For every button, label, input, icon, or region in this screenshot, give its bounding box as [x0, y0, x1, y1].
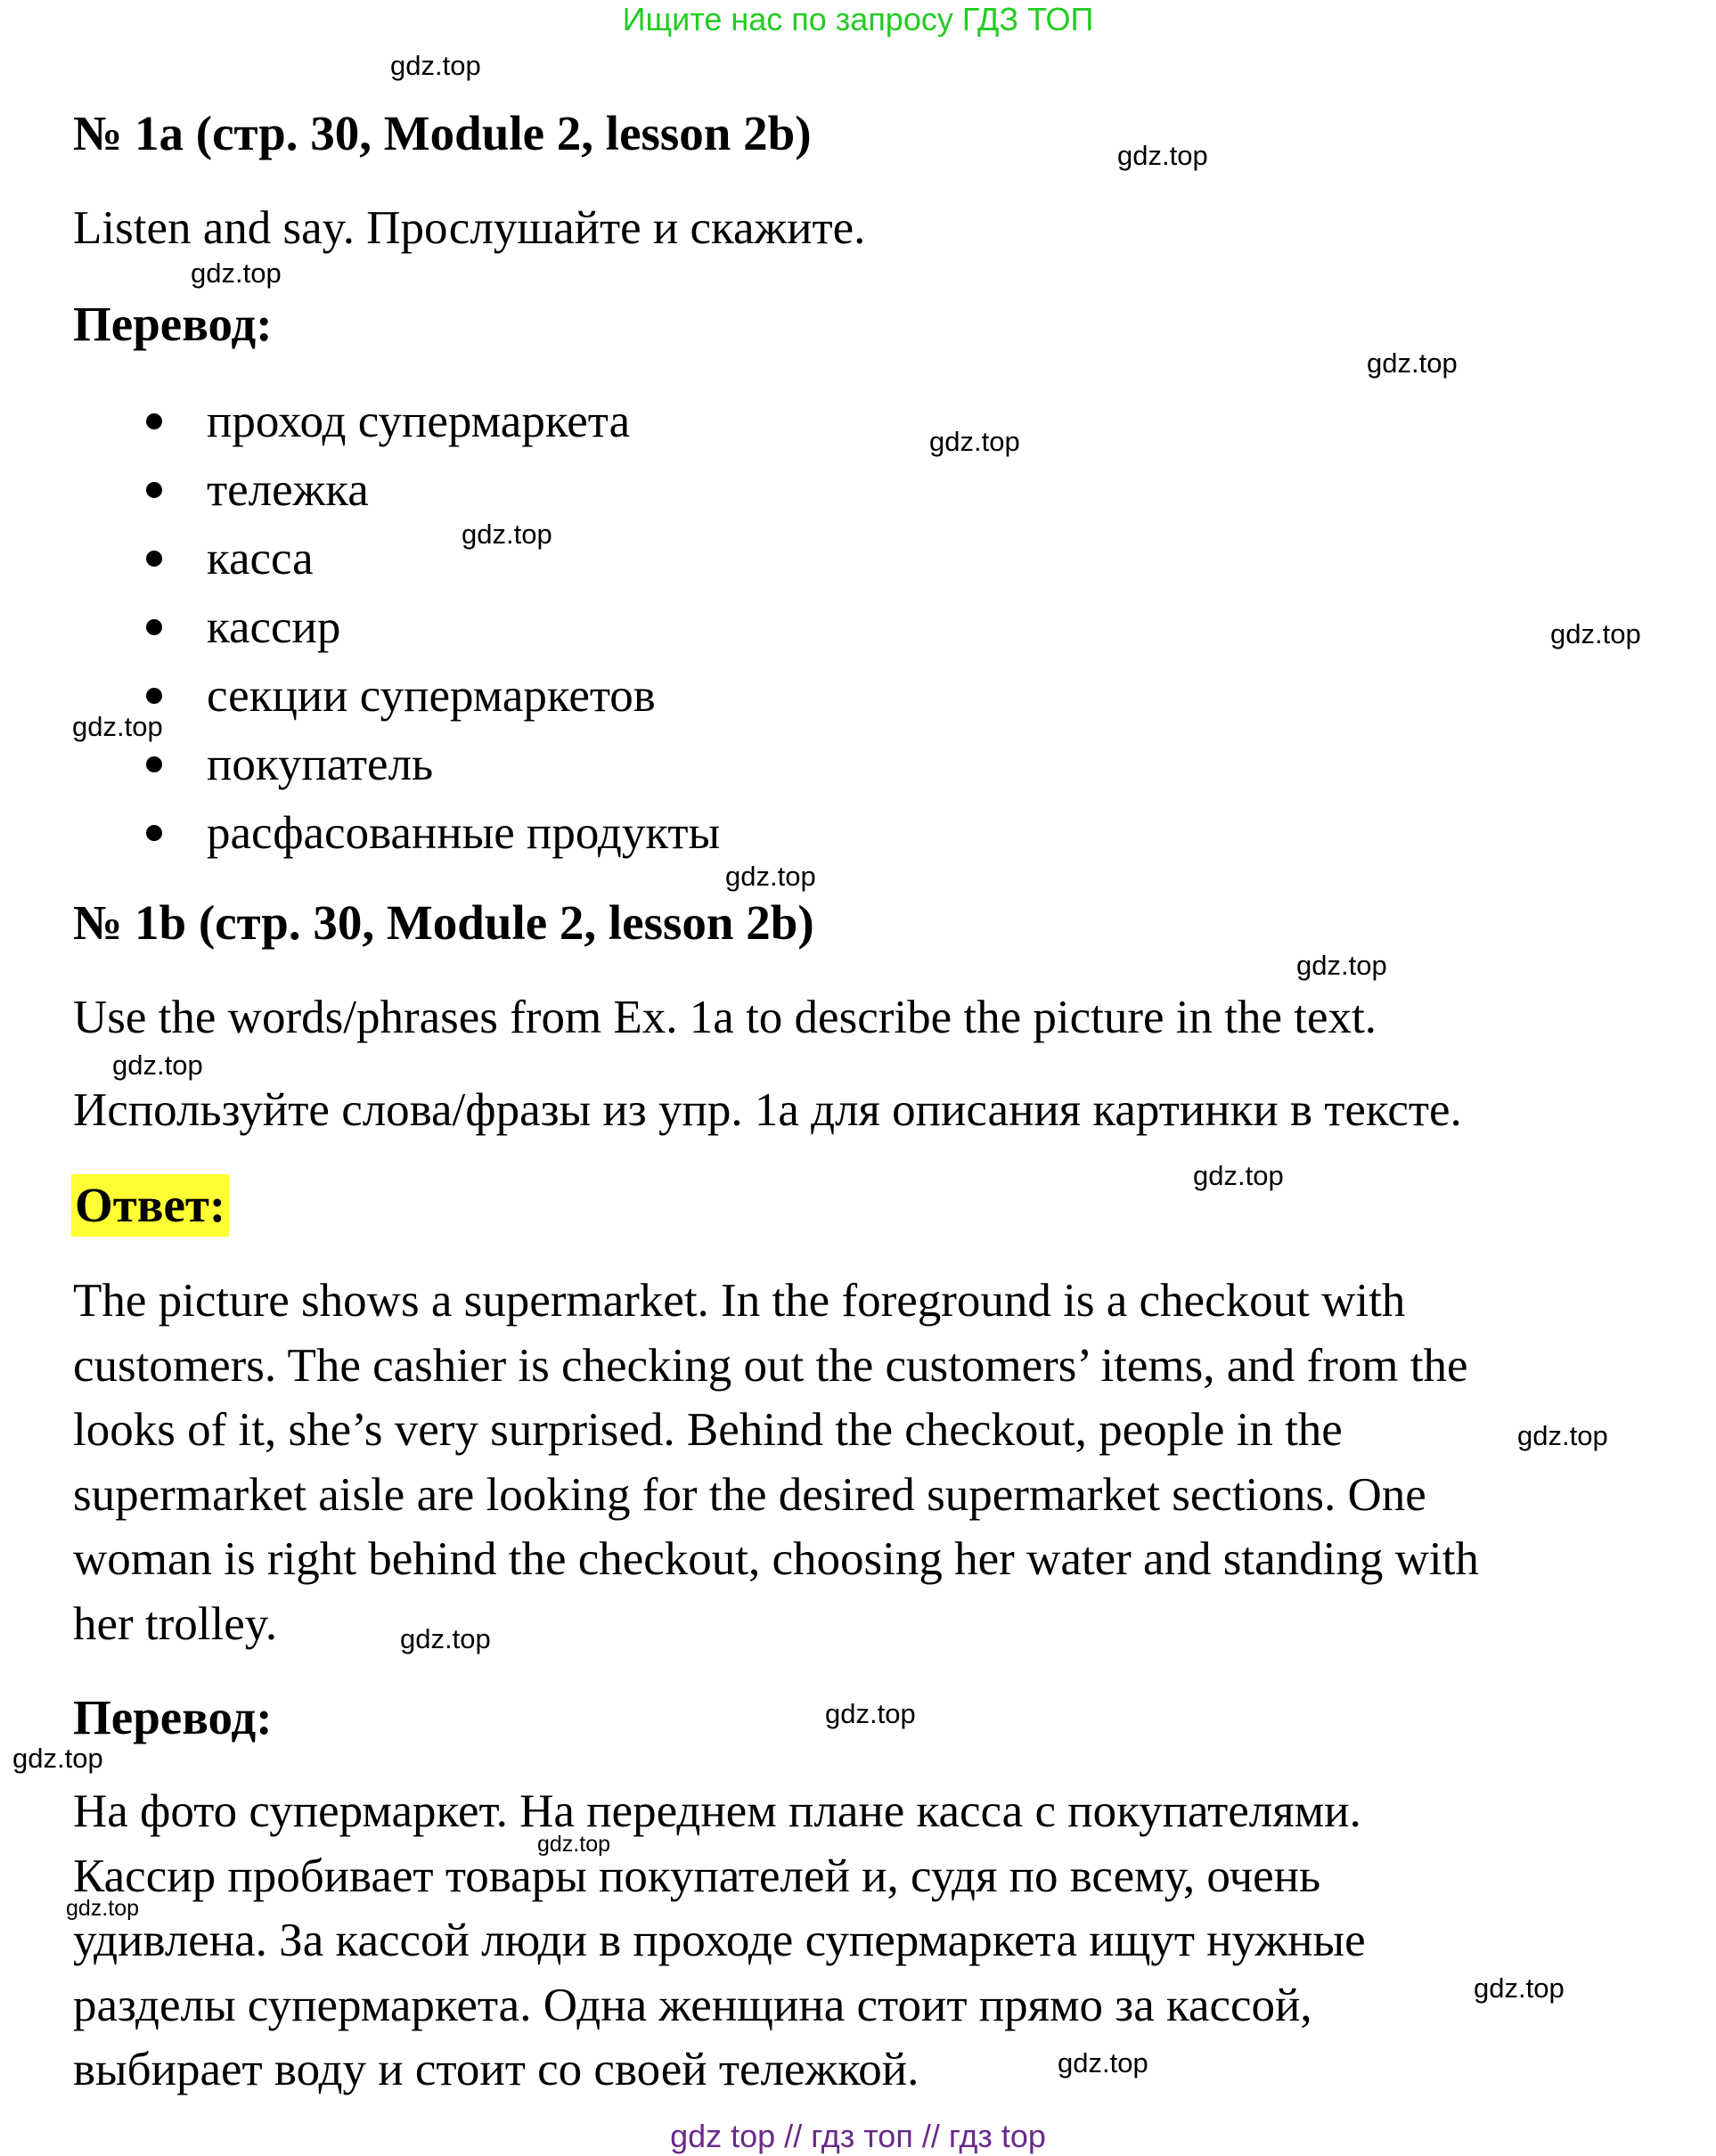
answer-line: The picture shows a supermarket. In the foreground is a checkout with — [73, 1275, 1406, 1327]
watermark: gdz.top — [390, 50, 481, 81]
ex1b-instruction-ru: Используйте слова/фразы из упр. 1a для описания картинки в тексте. — [73, 1084, 1462, 1136]
list-item-text: касса — [207, 533, 314, 584]
watermark: gdz.top — [400, 1623, 491, 1654]
watermark: gdz.top — [1550, 618, 1641, 649]
watermark: gdz.top — [1367, 347, 1458, 379]
bullet-icon — [146, 825, 162, 841]
watermark: gdz.top — [1193, 1160, 1284, 1191]
ex1b-heading: № 1b (стр. 30, Module 2, lesson 2b) — [73, 895, 814, 950]
ex1a-instruction: Listen and say. Прослушайте и скажите. — [73, 202, 866, 254]
answer-line: her trolley. — [73, 1597, 278, 1650]
watermark: gdz.top — [191, 257, 282, 289]
watermark: gdz.top — [929, 426, 1020, 457]
watermark: gdz.top — [1117, 140, 1208, 171]
answer-label: Ответ: — [71, 1174, 229, 1237]
list-item-text: проход супермаркета — [207, 396, 631, 447]
watermark: gdz.top — [1517, 1420, 1608, 1451]
list-item-text: покупатель — [207, 739, 434, 790]
ex1b-instruction-en: Use the words/phrases from Ex. 1a to describe the picture in the text. — [73, 992, 1377, 1043]
list-item-text: тележка — [207, 464, 369, 516]
list-item-text: расфасованные продукты — [207, 807, 721, 859]
bullet-icon — [146, 482, 162, 498]
answer-line: customers. The cashier is checking out the customers’ items, and from the — [73, 1339, 1468, 1392]
watermark: gdz.top — [112, 1049, 203, 1081]
watermark: gdz.top — [66, 1896, 140, 1921]
watermark: gdz.top — [72, 711, 163, 742]
ex1a-heading: № 1a (стр. 30, Module 2, lesson 2b) — [73, 106, 812, 160]
translation-paragraph — [73, 1779, 1366, 2103]
bullet-icon — [146, 551, 162, 567]
translation-line: На фото супермаркет. На переднем плане касса с покупателями. — [73, 1785, 1361, 1837]
search-banner[interactable]: Ищите нас по запросу ГДЗ ТОП — [622, 1, 1094, 37]
answer-line: woman is right behind the checkout, choosing her water and standing with — [73, 1533, 1479, 1585]
watermark: gdz.top — [1296, 950, 1387, 981]
watermark: gdz.top — [1474, 1972, 1565, 2004]
watermark: gdz.top — [1058, 2047, 1148, 2078]
list-item-text: секции супермаркетов — [207, 670, 656, 722]
ex1b-translation-heading: Перевод: — [73, 1690, 273, 1744]
bullet-icon — [146, 619, 162, 635]
watermark: gdz.top — [825, 1698, 916, 1729]
watermark: gdz.top — [537, 1832, 611, 1857]
bullet-icon — [146, 413, 162, 429]
translation-line: Кассир пробивает товары покупателей и, судя по всему, очень — [73, 1850, 1321, 1902]
ex1a-translation-heading: Перевод: — [73, 297, 273, 351]
bullet-icon — [146, 688, 162, 704]
answer-line: looks of it, she’s very surprised. Behind the checkout, people in the — [73, 1404, 1343, 1456]
translation-line: удивлена. За кассой люди в проходе супермаркета ищут нужные — [73, 1915, 1366, 1966]
list-item-text: кассир — [207, 601, 341, 653]
watermark: gdz.top — [12, 1743, 103, 1774]
bullet-icon — [146, 756, 162, 772]
footer-links[interactable]: gdz top // гдз топ // гдз top — [670, 2118, 1046, 2154]
answer-line: supermarket aisle are looking for the desired supermarket sections. One — [73, 1468, 1426, 1521]
translation-line: выбирает воду и стоит со своей тележкой. — [73, 2044, 919, 2095]
answer-paragraph — [73, 1269, 1479, 1656]
translation-line: разделы супермаркета. Одна женщина стоит прямо за кассой, — [73, 1979, 1312, 2031]
watermark: gdz.top — [725, 861, 816, 892]
watermark: gdz.top — [462, 519, 552, 550]
